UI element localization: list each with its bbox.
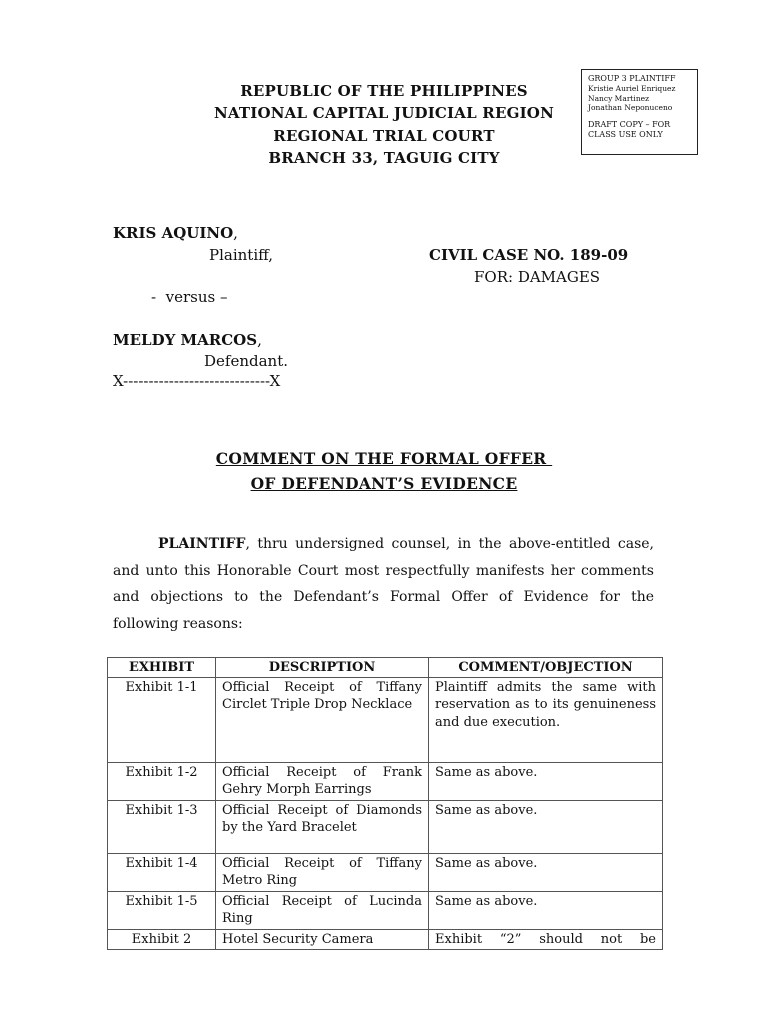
group-note-box (581, 69, 698, 155)
case-number: CIVIL CASE NO. 189-09 (429, 246, 629, 264)
comment-cell: Same as above. (429, 762, 663, 800)
header-comment: COMMENT/OBJECTION (429, 658, 663, 678)
case-nature: FOR: DAMAGES (474, 268, 601, 286)
table-row (108, 800, 663, 853)
court-branch: BRANCH 33, TAGUIG CITY (268, 149, 500, 167)
table-row (108, 762, 663, 800)
defendant-comma: , (257, 331, 262, 349)
exhibit-cell: Exhibit 1-2 (108, 762, 216, 800)
exhibit-cell: Exhibit 1-3 (108, 800, 216, 853)
exhibits-table (107, 657, 663, 950)
versus-label: - versus – (151, 288, 228, 306)
group-members (588, 84, 691, 113)
comment-cell: Same as above. (429, 891, 663, 929)
header-description: DESCRIPTION (216, 658, 429, 678)
draft-notice: DRAFT COPY – FOR CLASS USE ONLY (588, 119, 671, 139)
description-cell: Hotel Security Camera (216, 929, 429, 950)
defendant-role: Defendant. (204, 352, 288, 370)
table-row (108, 891, 663, 929)
plaintiff-name: KRIS AQUINO (113, 224, 234, 242)
exhibit-cell: Exhibit 1-5 (108, 891, 216, 929)
member-name: Jonathan Neponuceno (588, 103, 673, 112)
defendant-name-line (113, 331, 262, 349)
description-cell: Official Receipt of Tiffany Metro Ring (216, 853, 429, 891)
body-lead: PLAINTIFF (158, 536, 246, 552)
caption-separator: X-----------------------------X (113, 372, 281, 390)
table-row (108, 677, 663, 762)
description-cell: Official Receipt of Lucinda Ring (216, 891, 429, 929)
plaintiff-name-line (113, 224, 238, 242)
table-header-row (108, 658, 663, 678)
member-name: Kristie Auriel Enriquez (588, 84, 676, 93)
document-title-line2: OF DEFENDANT’S EVIDENCE (250, 474, 518, 493)
table-row (108, 929, 663, 950)
comment-cell: Same as above. (429, 853, 663, 891)
comment-cell: Exhibit “2” should not be (429, 929, 663, 950)
document-title-line1: COMMENT ON THE FORMAL OFFER (215, 449, 553, 468)
court-republic: REPUBLIC OF THE PHILIPPINES (240, 82, 528, 100)
member-name: Nancy Martinez (588, 93, 650, 103)
plaintiff-comma: , (233, 224, 238, 242)
comment-cell: Plaintiff admits the same with reservation as to its genuineness and due execution. (429, 677, 663, 762)
exhibit-cell: Exhibit 1-4 (108, 853, 216, 891)
body-paragraph (113, 531, 654, 637)
comment-cell: Same as above. (429, 800, 663, 853)
description-cell: Official Receipt of Diamonds by the Yard Bracelet (216, 800, 429, 853)
exhibit-cell: Exhibit 2 (108, 929, 216, 950)
body-text: , thru undersigned counsel, in the above-entitled case, and unto this Honorable Court most respectfully manifests her comments and objections to the Defendant’s Formal Offer of Evidence for the following reasons: (113, 536, 654, 632)
description-cell: Official Receipt of Tiffany Circlet Triple Drop Necklace (216, 677, 429, 762)
plaintiff-role: Plaintiff, (209, 246, 274, 264)
defendant-name: MELDY MARCOS (113, 331, 258, 349)
court-region: NATIONAL CAPITAL JUDICIAL REGION (214, 104, 554, 122)
group-label: GROUP 3 PLAINTIFF (588, 74, 676, 83)
description-cell: Official Receipt of Frank Gehry Morph Earrings (216, 762, 429, 800)
exhibit-cell: Exhibit 1-1 (108, 677, 216, 762)
court-name: REGIONAL TRIAL COURT (273, 127, 495, 145)
table-row (108, 853, 663, 891)
header-exhibit: EXHIBIT (108, 658, 216, 678)
